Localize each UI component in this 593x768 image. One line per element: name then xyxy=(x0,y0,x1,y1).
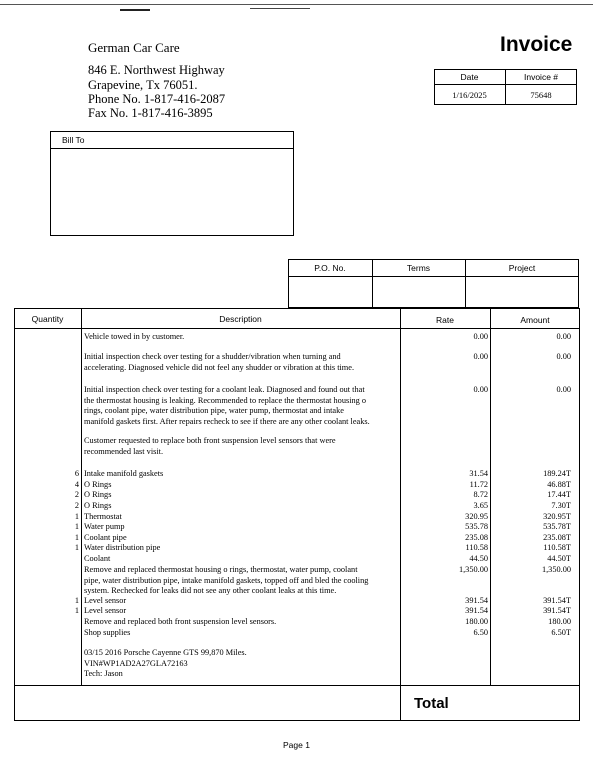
row-rate: 0.00 xyxy=(473,385,488,394)
description-line: Thermostat xyxy=(84,512,122,521)
description-line: VIN#WP1AD2A27GLA72163 xyxy=(84,658,188,668)
date-value: 1/16/2025 xyxy=(452,90,487,100)
description-line: manifold gaskets first. After repairs recheck to see if there are any other coolant leaks. xyxy=(84,416,370,426)
row-rate: 535.78 xyxy=(465,522,488,531)
description-line: the thermostat housing is leaking. Recommended to replace the thermostat housing o xyxy=(84,395,367,405)
row-quantity: 2 xyxy=(74,501,79,510)
bill-to-box xyxy=(50,131,294,236)
row-amount: 110.58T xyxy=(543,543,571,552)
description-line: O Rings xyxy=(84,490,112,499)
description-line: Tech: Jason xyxy=(84,669,123,679)
row-amount: 0.00 xyxy=(556,385,571,394)
description-line: Water pump xyxy=(84,522,125,531)
description-line: Coolant xyxy=(84,554,111,563)
company-address-line1: 846 E. Northwest Highway xyxy=(88,63,225,77)
row-amount: 320.95T xyxy=(543,512,571,521)
quantity-header: Quantity xyxy=(31,314,64,324)
row-rate: 180.00 xyxy=(465,617,488,626)
row-quantity: 6 xyxy=(74,469,79,478)
row-description xyxy=(84,332,398,343)
invoice-number-value: 75648 xyxy=(530,90,552,100)
row-rate: 1,350.00 xyxy=(458,565,488,574)
bill-to-label: Bill To xyxy=(62,135,85,145)
row-description xyxy=(84,628,398,639)
description-line: accelerating. Diagnosed vehicle did not feel any shudder or vibration at this time. xyxy=(84,362,355,372)
row-amount: 0.00 xyxy=(556,352,571,361)
row-amount: 180.00 xyxy=(548,617,571,626)
row-description xyxy=(84,469,398,480)
row-description xyxy=(84,596,398,607)
total-label: Total xyxy=(414,695,449,712)
row-description xyxy=(84,501,398,512)
row-amount: 6.50T xyxy=(551,628,571,637)
description-line: Water distribution pipe xyxy=(84,543,161,552)
terms-label: Terms xyxy=(406,263,431,273)
row-description xyxy=(84,480,398,491)
invoice-number-label: Invoice # xyxy=(523,72,559,82)
description-line: Initial inspection check over testing for a coolant leak. Diagnosed and found out that xyxy=(84,385,365,394)
row-rate: 0.00 xyxy=(473,332,488,341)
row-rate: 391.54 xyxy=(465,596,488,605)
description-line: Intake manifold gaskets xyxy=(84,469,164,478)
po-label: P.O. No. xyxy=(314,263,346,273)
row-rate: 44.50 xyxy=(469,554,488,563)
row-rate: 391.54 xyxy=(465,606,488,615)
date-label: Date xyxy=(460,72,479,82)
row-description xyxy=(84,512,398,523)
row-description xyxy=(84,490,398,501)
project-label: Project xyxy=(508,263,536,273)
row-description xyxy=(84,522,398,533)
row-description xyxy=(84,385,398,427)
company-phone: Phone No. 1-817-416-2087 xyxy=(88,92,226,106)
row-rate: 8.72 xyxy=(473,490,488,499)
row-description xyxy=(84,554,398,565)
row-rate: 6.50 xyxy=(473,628,488,637)
row-quantity: 1 xyxy=(74,606,79,615)
description-line: O Rings xyxy=(84,501,112,510)
row-amount: 17.44T xyxy=(547,490,571,499)
row-description xyxy=(84,617,398,628)
description-line: Remove and replaced thermostat housing o rings, thermostat, water pump, coolant xyxy=(84,565,358,574)
description-line: Initial inspection check over testing for a shudder/vibration when turning and xyxy=(84,352,341,361)
row-amount: 1,350.00 xyxy=(541,565,571,574)
row-rate: 0.00 xyxy=(473,352,488,361)
company-address-line2: Grapevine, Tx 76051. xyxy=(88,78,198,92)
company-fax: Fax No. 1-817-416-3895 xyxy=(88,106,213,120)
row-description xyxy=(84,648,398,680)
description-line: Vehicle towed in by customer. xyxy=(84,332,185,341)
scan-artifact-line xyxy=(0,4,593,5)
rate-header: Rate xyxy=(436,315,454,325)
row-amount: 7.30T xyxy=(551,501,571,510)
description-header: Description xyxy=(219,314,262,324)
row-rate: 31.54 xyxy=(469,469,488,478)
scan-artifact-mark xyxy=(120,9,150,11)
row-quantity: 1 xyxy=(74,543,79,552)
description-line: Level sensor xyxy=(84,606,127,615)
scan-artifact-mark xyxy=(250,8,310,9)
description-line: rings, coolant pipe, water distribution pipe, water pump, thermostat and intake xyxy=(84,406,344,416)
row-amount: 44.50T xyxy=(547,554,571,563)
row-amount: 46.88T xyxy=(547,480,571,489)
description-line: Shop supplies xyxy=(84,628,131,637)
row-amount: 391.54T xyxy=(543,606,571,615)
row-quantity: 4 xyxy=(74,480,79,489)
row-description xyxy=(84,543,398,554)
row-rate: 11.72 xyxy=(469,480,488,489)
description-line: recommended last visit. xyxy=(84,446,164,456)
row-amount: 0.00 xyxy=(556,332,571,341)
company-name: German Car Care xyxy=(88,40,180,55)
row-rate: 235.08 xyxy=(465,533,488,542)
description-line: Remove and replaced both front suspension level sensors. xyxy=(84,617,277,626)
row-rate: 320.95 xyxy=(465,512,488,521)
row-rate: 3.65 xyxy=(473,501,488,510)
page-number: Page 1 xyxy=(283,740,310,750)
description-line: O Rings xyxy=(84,480,112,489)
row-quantity: 1 xyxy=(74,596,79,605)
row-amount: 189.24T xyxy=(543,469,571,478)
invoice-title: Invoice xyxy=(500,33,573,56)
row-amount: 235.08T xyxy=(543,533,571,542)
row-description xyxy=(84,565,398,597)
row-quantity: 2 xyxy=(74,490,79,499)
row-description xyxy=(84,533,398,544)
description-line: Customer requested to replace both front suspension level sensors that were xyxy=(84,436,336,445)
description-line: pipe, water distribution pipe, intake manifold gaskets, topped off and bled the cooling xyxy=(84,575,369,585)
row-quantity: 1 xyxy=(74,512,79,521)
row-quantity: 1 xyxy=(74,533,79,542)
row-amount: 535.78T xyxy=(543,522,571,531)
description-line: 03/15 2016 Porsche Cayenne GTS 99,870 Miles. xyxy=(84,648,247,657)
amount-header: Amount xyxy=(520,315,550,325)
description-line: system. Rechecked for leaks did not see any other coolant leaks at this time. xyxy=(84,586,337,596)
row-amount: 391.54T xyxy=(543,596,571,605)
row-description xyxy=(84,606,398,617)
row-rate: 110.58 xyxy=(465,543,488,552)
row-description xyxy=(84,352,398,373)
description-line: Level sensor xyxy=(84,596,127,605)
description-line: Coolant pipe xyxy=(84,533,127,542)
row-description xyxy=(84,436,398,457)
row-quantity: 1 xyxy=(74,522,79,531)
